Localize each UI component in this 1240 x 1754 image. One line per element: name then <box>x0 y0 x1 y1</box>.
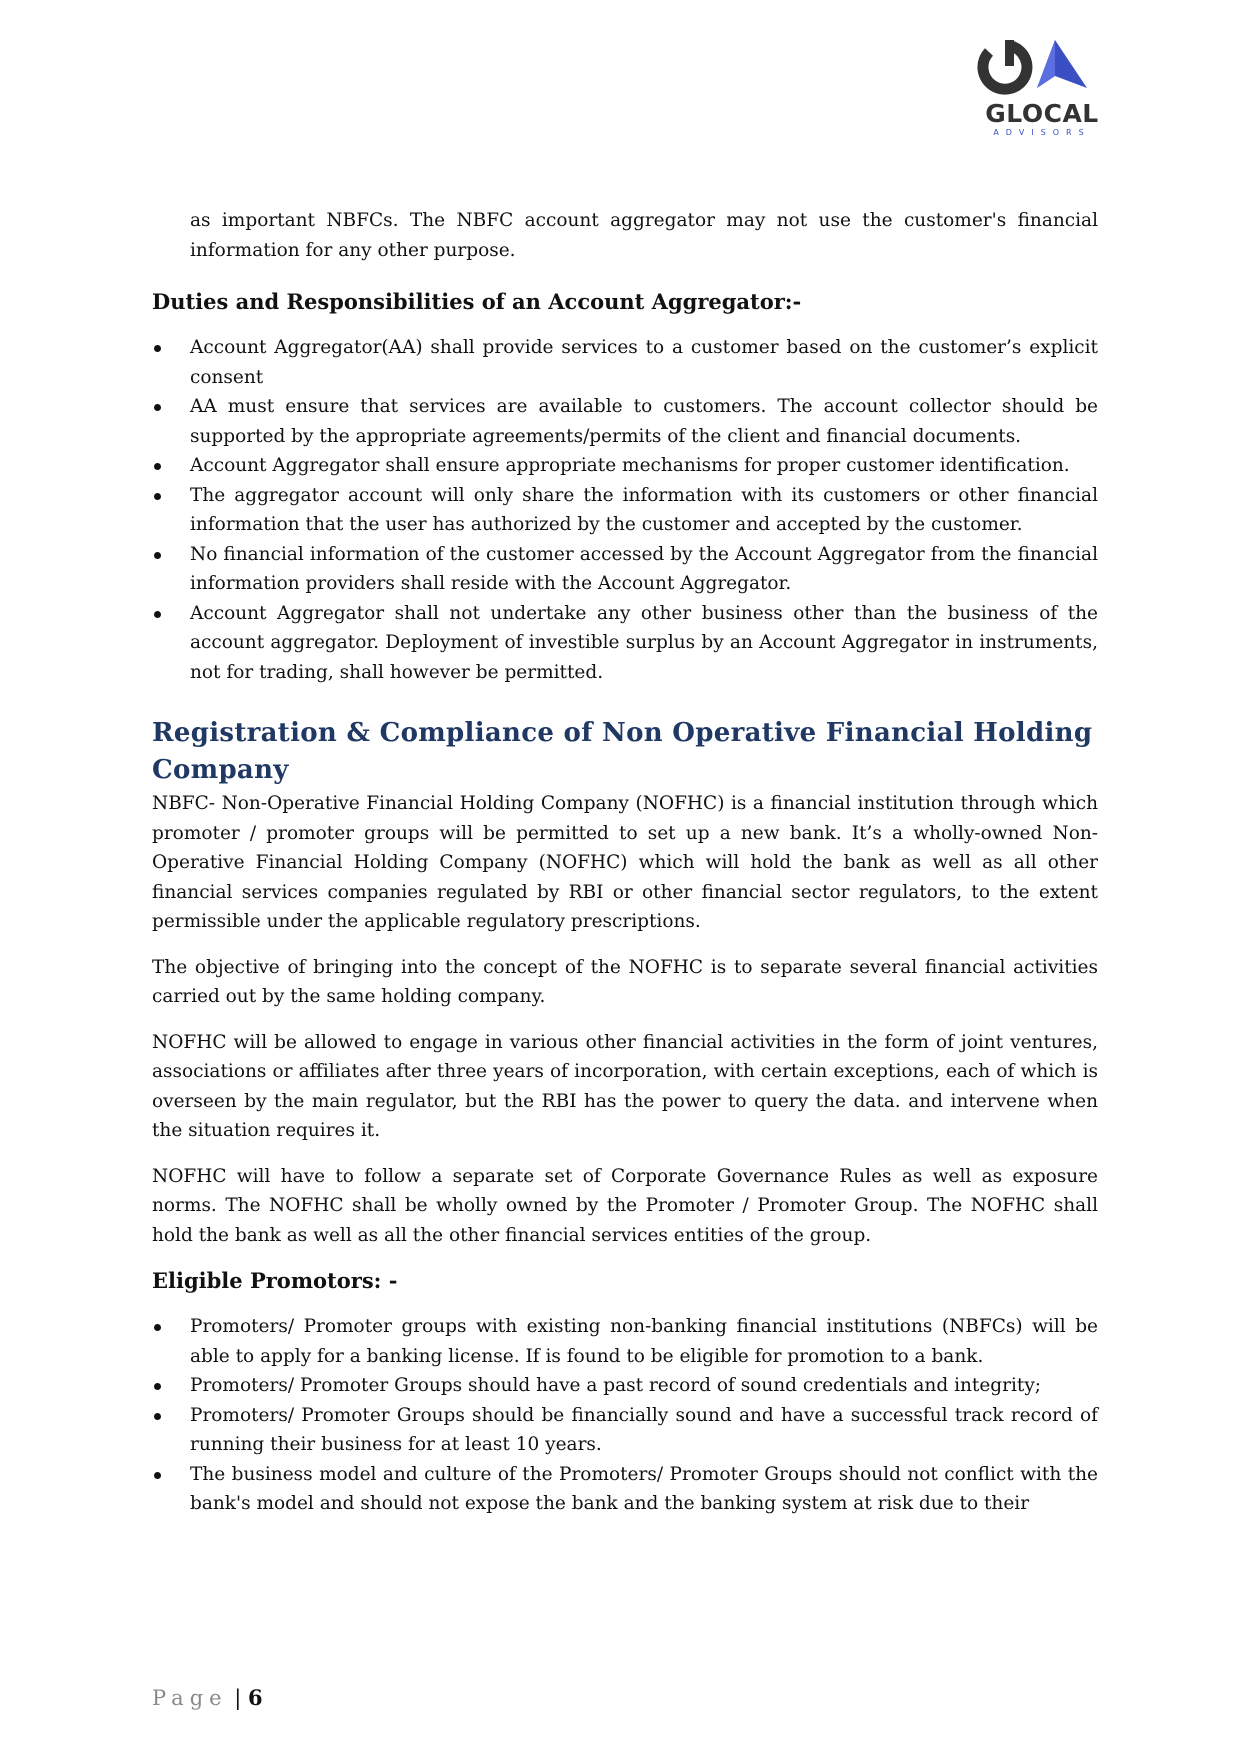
page-label: Page <box>152 1686 228 1710</box>
list-item: Account Aggregator(AA) shall provide services to a customer based on the customer’s explicit consent <box>152 333 1098 392</box>
list-item: The business model and culture of the Promoters/ Promoter Groups should not conflict with the bank's model and should not expose the bank and the banking system at risk due to their <box>152 1460 1098 1519</box>
list-item: Promoters/ Promoter Groups should be financially sound and have a successful track record of running their business for at least 10 years. <box>152 1401 1098 1460</box>
duties-heading: Duties and Responsibilities of an Account Aggregator:- <box>152 289 802 314</box>
logo-tagline: ADVISORS <box>993 128 1091 137</box>
nofhc-paragraph-2: The objective of bringing into the concept of the NOFHC is to separate several financial activities carried out by the same holding company. <box>152 956 1098 1007</box>
bullet-icon <box>154 404 161 411</box>
logo-brand-text: GLOCAL <box>985 99 1099 128</box>
intro-paragraph: as important NBFCs. The NBFC account aggregator may not use the customer's financial information for any other purpose. <box>190 210 1098 261</box>
bullet-icon <box>154 552 161 559</box>
nofhc-paragraph-3: NOFHC will be allowed to engage in various other financial activities in the form of joint ventures, associations or affiliates after three years of incorporation, with certain exceptions, each of which is overseen by the main regulator, but the RBI has the power to query the data. and intervene when the situation requires it. <box>152 1031 1098 1141</box>
list-item: The aggregator account will only share the information with its customers or other financial information that the user has authorized by the customer and accepted by the customer. <box>152 481 1098 540</box>
bullet-icon <box>154 611 161 618</box>
list-item: Account Aggregator shall not undertake any other business other than the business of the account aggregator. Deployment of investible surplus by an Account Aggregator in instruments, not for trading, shall however be permitted. <box>152 599 1098 688</box>
page-separator: | <box>234 1686 242 1710</box>
page-footer <box>152 1685 263 1711</box>
bullet-icon <box>154 1472 161 1479</box>
list-item: Promoters/ Promoter Groups should have a past record of sound credentials and integrity; <box>152 1371 1098 1401</box>
bullet-icon <box>154 493 161 500</box>
bullet-icon <box>154 345 161 352</box>
list-item: AA must ensure that services are available to customers. The account collector should be supported by the appropriate agreements/permits of the client and financial documents. <box>152 392 1098 451</box>
duties-list <box>152 333 1098 687</box>
page-number: 6 <box>248 1685 263 1710</box>
promotors-heading: Eligible Promotors: - <box>152 1268 398 1293</box>
bullet-icon <box>154 1383 161 1390</box>
list-item: Promoters/ Promoter groups with existing non-banking financial institutions (NBFCs) will be able to apply for a banking license. If is found to be eligible for promotion to a bank. <box>152 1312 1098 1371</box>
promotors-list <box>152 1312 1098 1519</box>
nofhc-paragraph-4: NOFHC will have to follow a separate set of Corporate Governance Rules as well as exposure norms. The NOFHC shall be wholly owned by the Promoter / Promoter Group. The NOFHC shall hold the bank as well as all the other financial services entities of the group. <box>152 1165 1098 1246</box>
bullet-icon <box>154 463 161 470</box>
glocal-advisors-logo <box>975 38 1105 138</box>
nofhc-paragraph-1: NBFC- Non-Operative Financial Holding Company (NOFHC) is a financial institution through which promoter / promoter groups will be permitted to set up a new bank. It’s a wholly-owned Non- Operative Financial Holding Company (NOFHC) which will hold the bank as well as all other financial services companies regulated by RBI or other financial sector regulators, to the extent permissible under the applicable regulatory prescriptions. <box>152 793 1098 932</box>
list-item: Account Aggregator shall ensure appropriate mechanisms for proper customer identification. <box>152 451 1098 481</box>
list-item: No financial information of the customer accessed by the Account Aggregator from the financial information providers shall reside with the Account Aggregator. <box>152 540 1098 599</box>
logo-mark-icon <box>975 38 1105 100</box>
bullet-icon <box>154 1413 161 1420</box>
page-content <box>152 206 1098 1519</box>
bullet-icon <box>154 1324 161 1331</box>
nofhc-heading: Registration & Compliance of Non Operative Financial Holding Company <box>152 718 1093 785</box>
